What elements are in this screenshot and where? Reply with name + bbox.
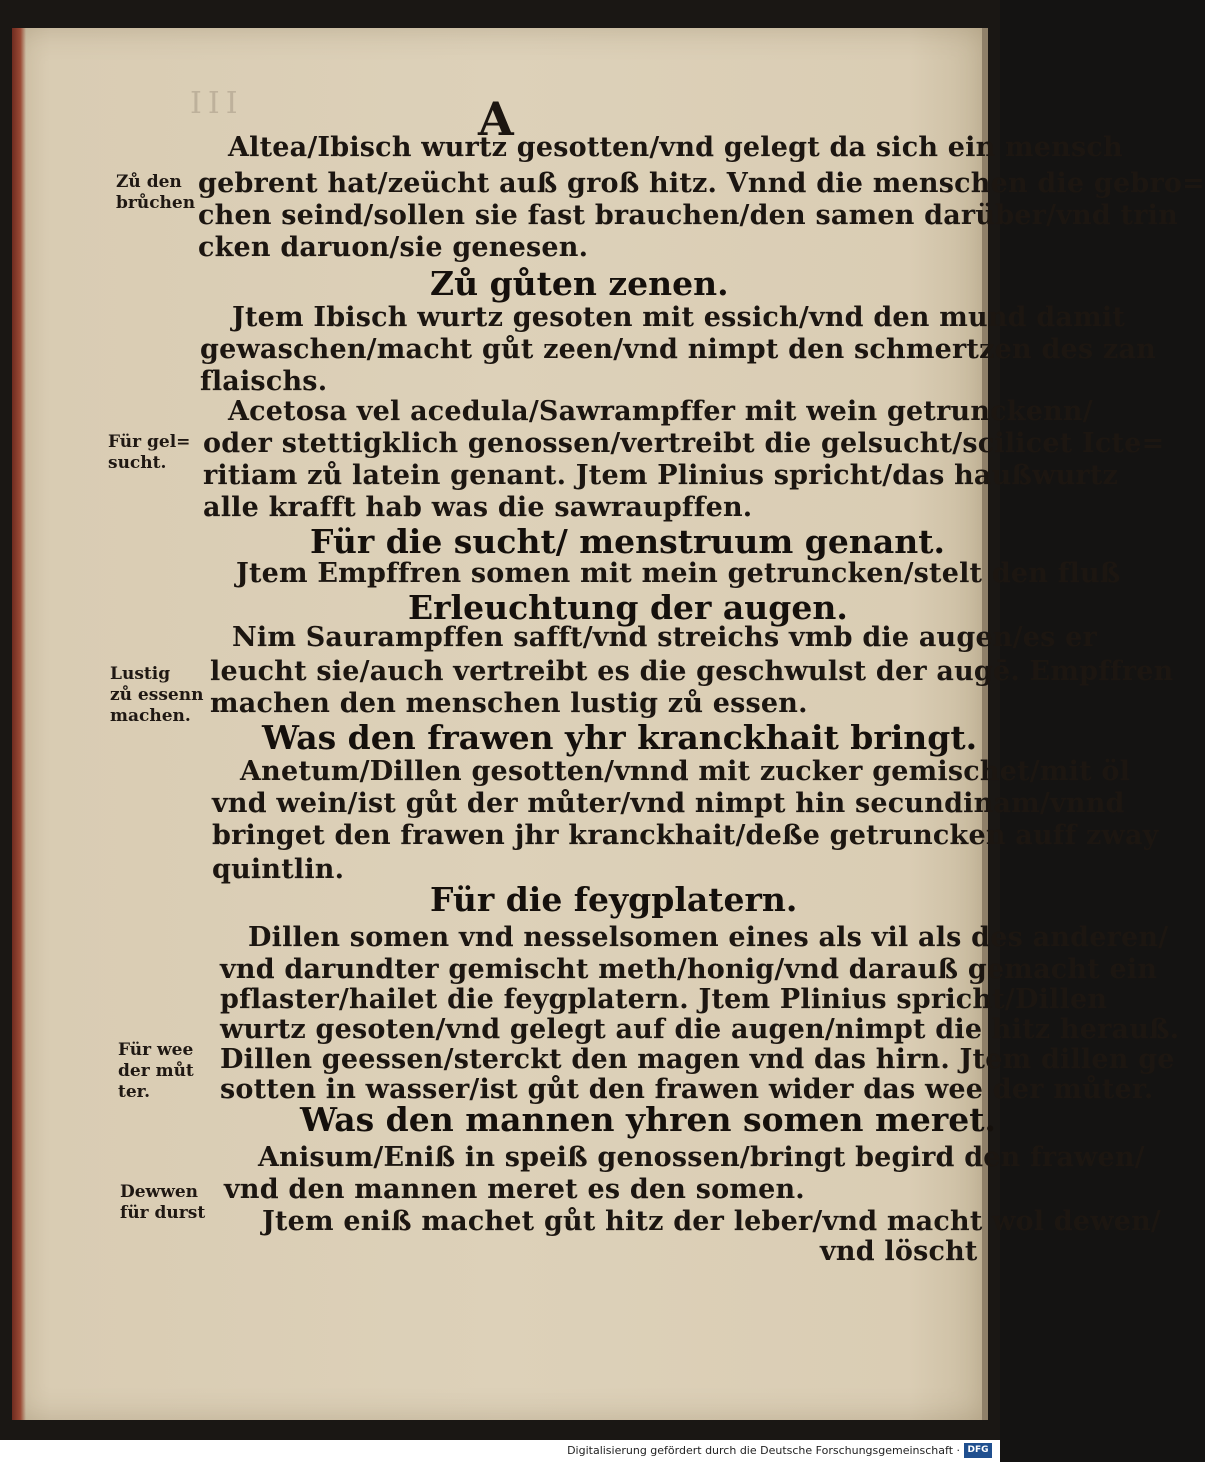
dfg-logo-icon: DFG — [964, 1443, 992, 1458]
text-line: Dillen geessen/sterckt den magen vnd das hirn. Jtem dillen ge — [220, 1044, 1175, 1075]
text-line: Dillen somen vnd nesselsomen eines als vil als des anderen/ — [248, 922, 1169, 953]
text-line: pflaster/hailet die feygplatern. Jtem Plinius spricht/Dillen — [220, 984, 1108, 1015]
section-heading: Was den mannen yhren somen meret. — [300, 1100, 996, 1139]
text-line: Anetum/Dillen gesotten/vnnd mit zucker gemischet/mit öl — [240, 756, 1131, 787]
text-line: Acetosa vel acedula/Sawrampffer mit wein getrunckenn/ — [228, 396, 1093, 427]
text-line: wurtz gesoten/vnd gelegt auf die augen/nimpt die hitz herauß. — [220, 1014, 1180, 1045]
marginal-note: Zů den brůchen — [116, 172, 196, 213]
text-line: vnd darundter gemischt meth/honig/vnd darauß gemacht ein — [220, 954, 1158, 985]
bleed-through-text: III — [190, 86, 244, 121]
text-line: Anisum/Eniß in speiß genossen/bringt begird den frawen/ — [258, 1142, 1145, 1173]
text-line: gewaschen/macht gůt zeen/vnd nimpt den schmertzen des zan — [200, 334, 1156, 365]
text-line: vnd wein/ist gůt der můter/vnd nimpt hin secundinam/vnnd — [212, 788, 1125, 819]
text-line: Nim Saurampffen safft/vnd streichs vmb die augen/es er — [232, 622, 1097, 653]
text-line: vnd löscht — [820, 1236, 978, 1267]
section-heading: Erleuchtung der augen. — [408, 588, 848, 627]
text-line: cken daruon/sie genesen. — [198, 232, 589, 263]
marginal-note: Für wee der můt ter. — [118, 1040, 194, 1102]
text-line: quintlin. — [212, 854, 345, 885]
text-line: sotten in wasser/ist gůt den frawen wider das wee der můter. — [220, 1074, 1154, 1105]
text-line: machen den menschen lustig zů essen. — [210, 688, 808, 719]
marginal-note: Dewwen für durst — [120, 1182, 206, 1223]
marginal-note: Lustig zů essenn machen. — [110, 664, 204, 726]
text-line: oder stettigklich genossen/vertreibt die gelsucht/scilicet Icte= — [203, 428, 1165, 459]
text-line: vnd den mannen meret es den somen. — [224, 1174, 805, 1205]
text-line: alle krafft hab was die sawraupffen. — [203, 492, 753, 523]
footer-credit: Digitalisierung gefördert durch die Deutsche Forschungsgemeinschaft · — [567, 1444, 960, 1457]
text-line: flaischs. — [200, 366, 328, 397]
text-line: Altea/Ibisch wurtz gesotten/vnd gelegt da sich ein mensch — [228, 132, 1123, 163]
text-line: bringet den frawen jhr kranckhait/deße getruncken auff zway — [212, 820, 1159, 851]
text-line: gebrent hat/zeücht auß groß hitz. Vnnd die menschen die gebro= — [198, 168, 1205, 199]
section-heading: Zů gůten zenen. — [430, 264, 729, 303]
book-spine — [12, 28, 26, 1420]
marginal-note: Für gel= sucht. — [108, 432, 191, 473]
text-line: ritiam zů latein genant. Jtem Plinius spricht/das haußwurtz — [203, 460, 1119, 491]
text-line: leucht sie/auch vertreibt es die geschwulst der augē. Empffren — [210, 656, 1174, 687]
text-line: Jtem Ibisch wurtz gesoten mit essich/vnd den mund damit — [232, 302, 1126, 333]
page-header-letter: A — [478, 92, 514, 146]
footer-bar — [0, 1440, 1000, 1462]
section-heading: Was den frawen yhr kranckhait bringt. — [262, 718, 978, 757]
section-heading: Für die sucht/ menstruum genant. — [310, 522, 945, 561]
section-heading: Für die feygplatern. — [430, 880, 798, 919]
text-line: Jtem Empffren somen mit mein getruncken/stelt den fluß — [236, 558, 1121, 589]
text-line: Jtem eniß machet gůt hitz der leber/vnd macht wol dewen/ — [262, 1206, 1161, 1237]
text-line: chen seind/sollen sie fast brauchen/den samen darüber/vnd trin — [198, 200, 1178, 231]
